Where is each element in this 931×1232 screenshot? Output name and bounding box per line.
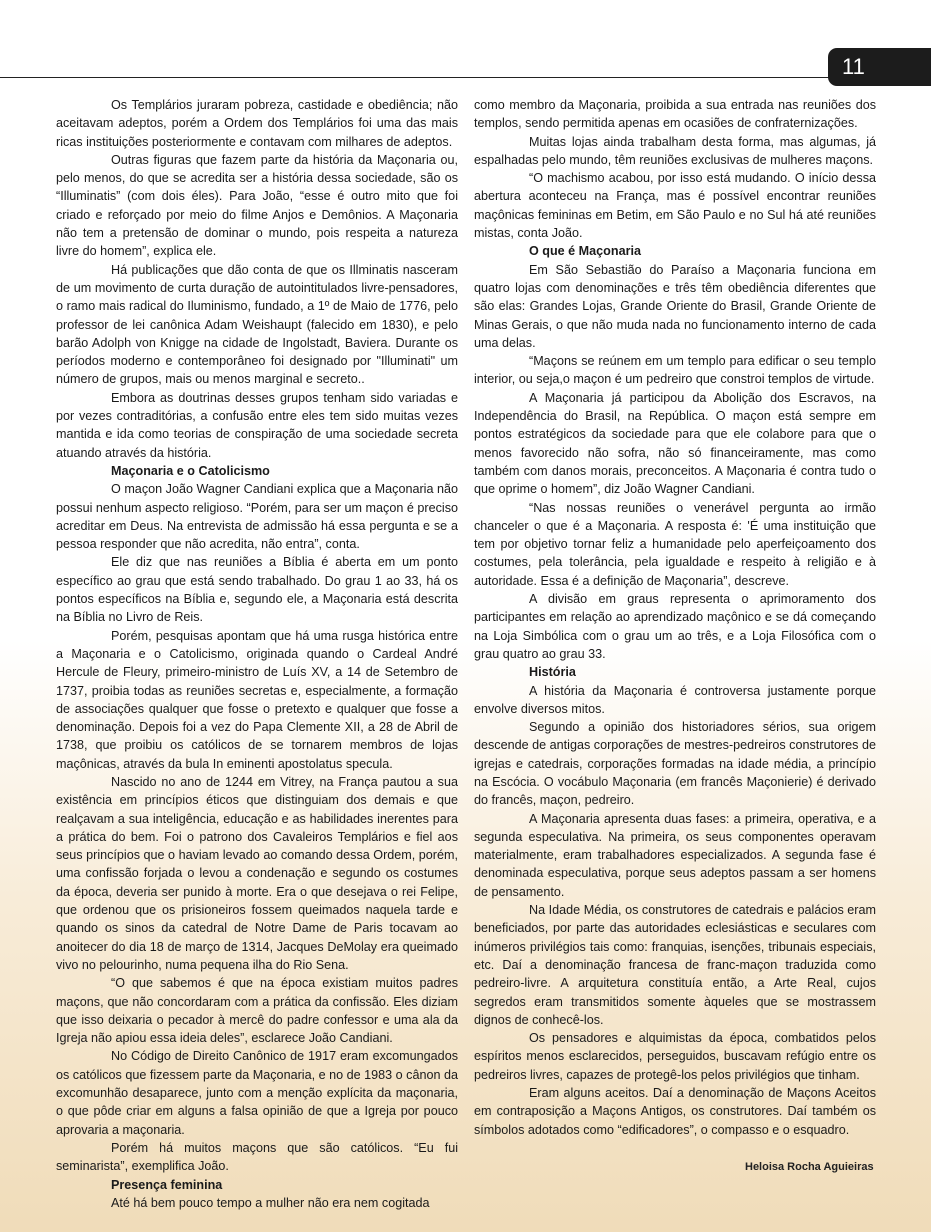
paragraph: Os pensadores e alquimistas da época, combatidos pelos espíritos menos esclarecidos, perseguidos, buscavam refúgio entre os pedreiros livres, capazes de protegê-los pelos privilégios que tinham. [474,1031,876,1082]
paragraph-continued: como membro da Maçonaria, proibida a sua entrada nas reuniões dos templos, sendo permitida apenas em ocasiões de confraternizações. [474,98,876,131]
paragraph: A história da Maçonaria é controversa justamente porque envolve diversos mitos. [474,683,876,716]
right-column [474,96,876,1139]
paragraph: O maçon João Wagner Candiani explica que a Maçonaria não possui nenhum aspecto religioso. “Porém, para ser um maçon é preciso acreditar em Deus. Na entrevista de admissão há essa pergunta e se a pessoa responder que não acredita, não entra”, conta. [56,482,458,552]
paragraph: Porém há muitos maçons que são católicos. “Eu fui seminarista”, exemplifica João. [56,1140,458,1174]
left-column [56,96,458,1212]
paragraph: Os Templários juraram pobreza, castidade e obediência; não aceitavam adeptos, porém a Ordem dos Templários foi uma das mais ricas instituições posteriormente e contavam com milhares de adeptos. [56,98,458,149]
paragraph: Em São Sebastião do Paraíso a Maçonaria funciona em quatro lojas com denominações e três têm obediência diferentes que são elas: Grandes Lojas, Grande Oriente do Brasil, Grande Oriente de Minas Gerais, o que não muda nada no funcionamento interno de cada uma delas. [474,262,876,350]
author-signature: Heloisa Rocha Aguieiras [745,1161,874,1173]
section-heading-presenca-feminina: Presença feminina [111,1177,223,1192]
page-number: 11 [842,54,865,79]
paragraph: Até há bem pouco tempo a mulher não era nem cogitada [111,1195,430,1210]
paragraph: Outras figuras que fazem parte da história da Maçonaria ou, pelo menos, do que se acredita ser a história dessa sociedade, são os “Illuminatis” (com dois éles). Para João, “esse é outro mito que foi criado e reforçado por meio do filme Anjos e Demônios. A Maçonaria não tem a pretensão de dominar o mundo, pois respeita a natureza livre do homem”, explica ele. [56,152,458,259]
paragraph: Eram alguns aceitos. Daí a denominação de Maçons Aceitos em contraposição a Maçons Antigos, os construtores. Daí também os símbolos adotados como “edificadores”, o compasso e o esquadro. [474,1086,876,1137]
page-number-tab [828,48,931,86]
paragraph: Ele diz que nas reuniões a Bíblia é aberta em um ponto específico ao grau que está sendo trabalhado. Do grau 1 ao 33, há os pontos específicos na Bíblia e, segundo ele, a Maçonaria está descrita na Bíblia no Livro de Reis. [56,555,458,625]
section-heading-catolicismo: Maçonaria e o Catolicismo [111,463,270,478]
paragraph: Porém, pesquisas apontam que há uma rusga histórica entre a Maçonaria e o Catolicismo, originada quando o Cardeal André Hercule de Fleury, primeiro-ministro de Luís XV, a 14 de Setembro de 1737, proibia todas as reuniões secretas e, especialmente, a formação de associações qualquer que fosse o pretexto e qualquer que fosse a denominação. Depois foi a vez do Papa Clemente XII, a 28 de Abril de 1738, que proibiu os católicos de se tornarem membros de lojas maçônicas, através da bula In eminenti apostolatus specula. [56,628,458,771]
paragraph: A Maçonaria apresenta duas fases: a primeira, operativa, e a segunda especulativa. Na primeira, os seus componentes operavam materialmente, eram trabalhadores especializados. A segunda fase é denominada especulativa, porque seus adeptos passam a ser homens de pensamento. [474,811,876,899]
paragraph: “O que sabemos é que na época existiam muitos padres maçons, que não concordaram com a prática da confissão. Eles diziam que isso deixaria o pecador à mercê do padre confessor e uma ala da Igreja não apiou essa ideia deles”, esclarece João Candiani. [56,976,458,1046]
paragraph: Na Idade Média, os construtores de catedrais e palácios eram beneficiados, por parte das autoridades eclesiásticas e seculares com inúmeros privilégios tais como: franquias, isenções, tribunais especiais, etc. Daí a denominação francesa de franc-maçon traduzida como pedreiro-livre. A arquitetura constituía então, a Arte Real, cujos segredos eram transmitidos somente àqueles que se mostrassem dignos de conhecê-los. [474,903,876,1027]
paragraph: Há publicações que dão conta de que os Illminatis nasceram de um movimento de curta duração de autointitulados livre-pensadores, o ramo mais radical do Iluminismo, fundado, a 1º de Maio de 1776, pelo professor de lei canônica Adam Weishaupt (falecido em 1830), e pelo barão Adolph von Knigge na cidade de Ingolstadt, Baviera. Durante os períodos moderno e contemporâneo foi designado por "Illuminati" um número de grupos, mais ou menos marginal e secreto.. [56,262,458,387]
paragraph: No Código de Direito Canônico de 1917 eram excomungados os católicos que fizessem parte da Maçonaria, e no de 1983 o cânon da excomunhão desaparece, junto com a menção explícita da maçonaria, o que pôde criar em alguns a falsa opinião de que a Igreja por pouco aprovaria a maçonaria. [56,1049,458,1137]
paragraph: “Nas nossas reuniões o venerável pergunta ao irmão chanceler o que é a Maçonaria. A resposta é: 'É uma instituição que tem por objetivo tornar feliz a humanidade pelo aperfeiçoamento dos costumes, pela tolerância, pela igualdade e respeito à religião e à autoridade. Essa é a definição de Maçonaria”, descreve. [474,500,876,588]
paragraph: Embora as doutrinas desses grupos tenham sido variadas e por vezes contraditórias, a confusão entre eles tem sido muitas vezes mantida e ida como teorias de conspiração de uma sociedade secreta atuando através da história. [56,390,458,460]
paragraph: “O machismo acabou, por isso está mudando. O início dessa abertura aconteceu na França, mas é possível encontrar reuniões maçônicas femininas em Betim, em São Paulo e no Sul há até reuniões mistas, conta João. [474,171,876,241]
paragraph: Muitas lojas ainda trabalham desta forma, mas algumas, já espalhadas pelo mundo, têm reuniões exclusivas de mulheres maçons. [474,134,876,167]
section-heading-o-que-e-maconaria: O que é Maçonaria [529,244,641,259]
paragraph: Nascido no ano de 1244 em Vitrey, na França pautou a sua existência em princípios éticos que distinguiam dos demais e que realçavam a sua inteligência, educação e as habilidades inerentes para a prática do bem. Foi o patrono dos Cavaleiros Templários e fiel aos seus princípios que o haviam levado ao comando dessa Ordem, porém, uma confissão forjada o levou a condenação e segundo os costumes da época, deveria ser punido à morte. Era o que desejava o rei Felipe, que ordenou que os prisioneiros fossem queimados naquela tarde e quando os sinos da catedral de Notre Dame de Paris tocavam ao anoitecer do dia 18 de março de 1314, Jacques DeMolay era queimado vivo no pelourinho, numa pequena ilha do Rio Sena. [56,774,458,972]
paragraph: “Maçons se reúnem em um templo para edificar o seu templo interior, ou seja,o maçon é um pedreiro que constroi templos de virtude. [474,354,876,387]
header-rule [0,77,840,78]
paragraph: Segundo a opinião dos historiadores sérios, sua origem descende de antigas corporações de mestres-pedreiros construtores de igrejas e catedrais, corporações formadas na idade média, a princípio na Escócia. O vocábulo Maçonaria (em francês Maçonierie) é derivado do francês, maçon, pedreiro. [474,720,876,808]
section-heading-historia: História [529,665,576,680]
paragraph: A divisão em graus representa o aprimoramento dos participantes em relação ao aprendizado maçônico e se dá começando na Loja Simbólica com o grau um ao três, e a Loja Filosófica com o grau quatro ao grau 33. [474,592,876,661]
paragraph: A Maçonaria já participou da Abolição dos Escravos, na Independência do Brasil, na República. O maçon está sempre em pontos estratégicos da sociedade para que ele colabore para que o menos favorecido não sofra, não só financeiramente, mas como também com danos morais, preconceitos. A Maçonaria é contra tudo o que oprime o homem”, diz João Wagner Candiani. [474,390,876,497]
